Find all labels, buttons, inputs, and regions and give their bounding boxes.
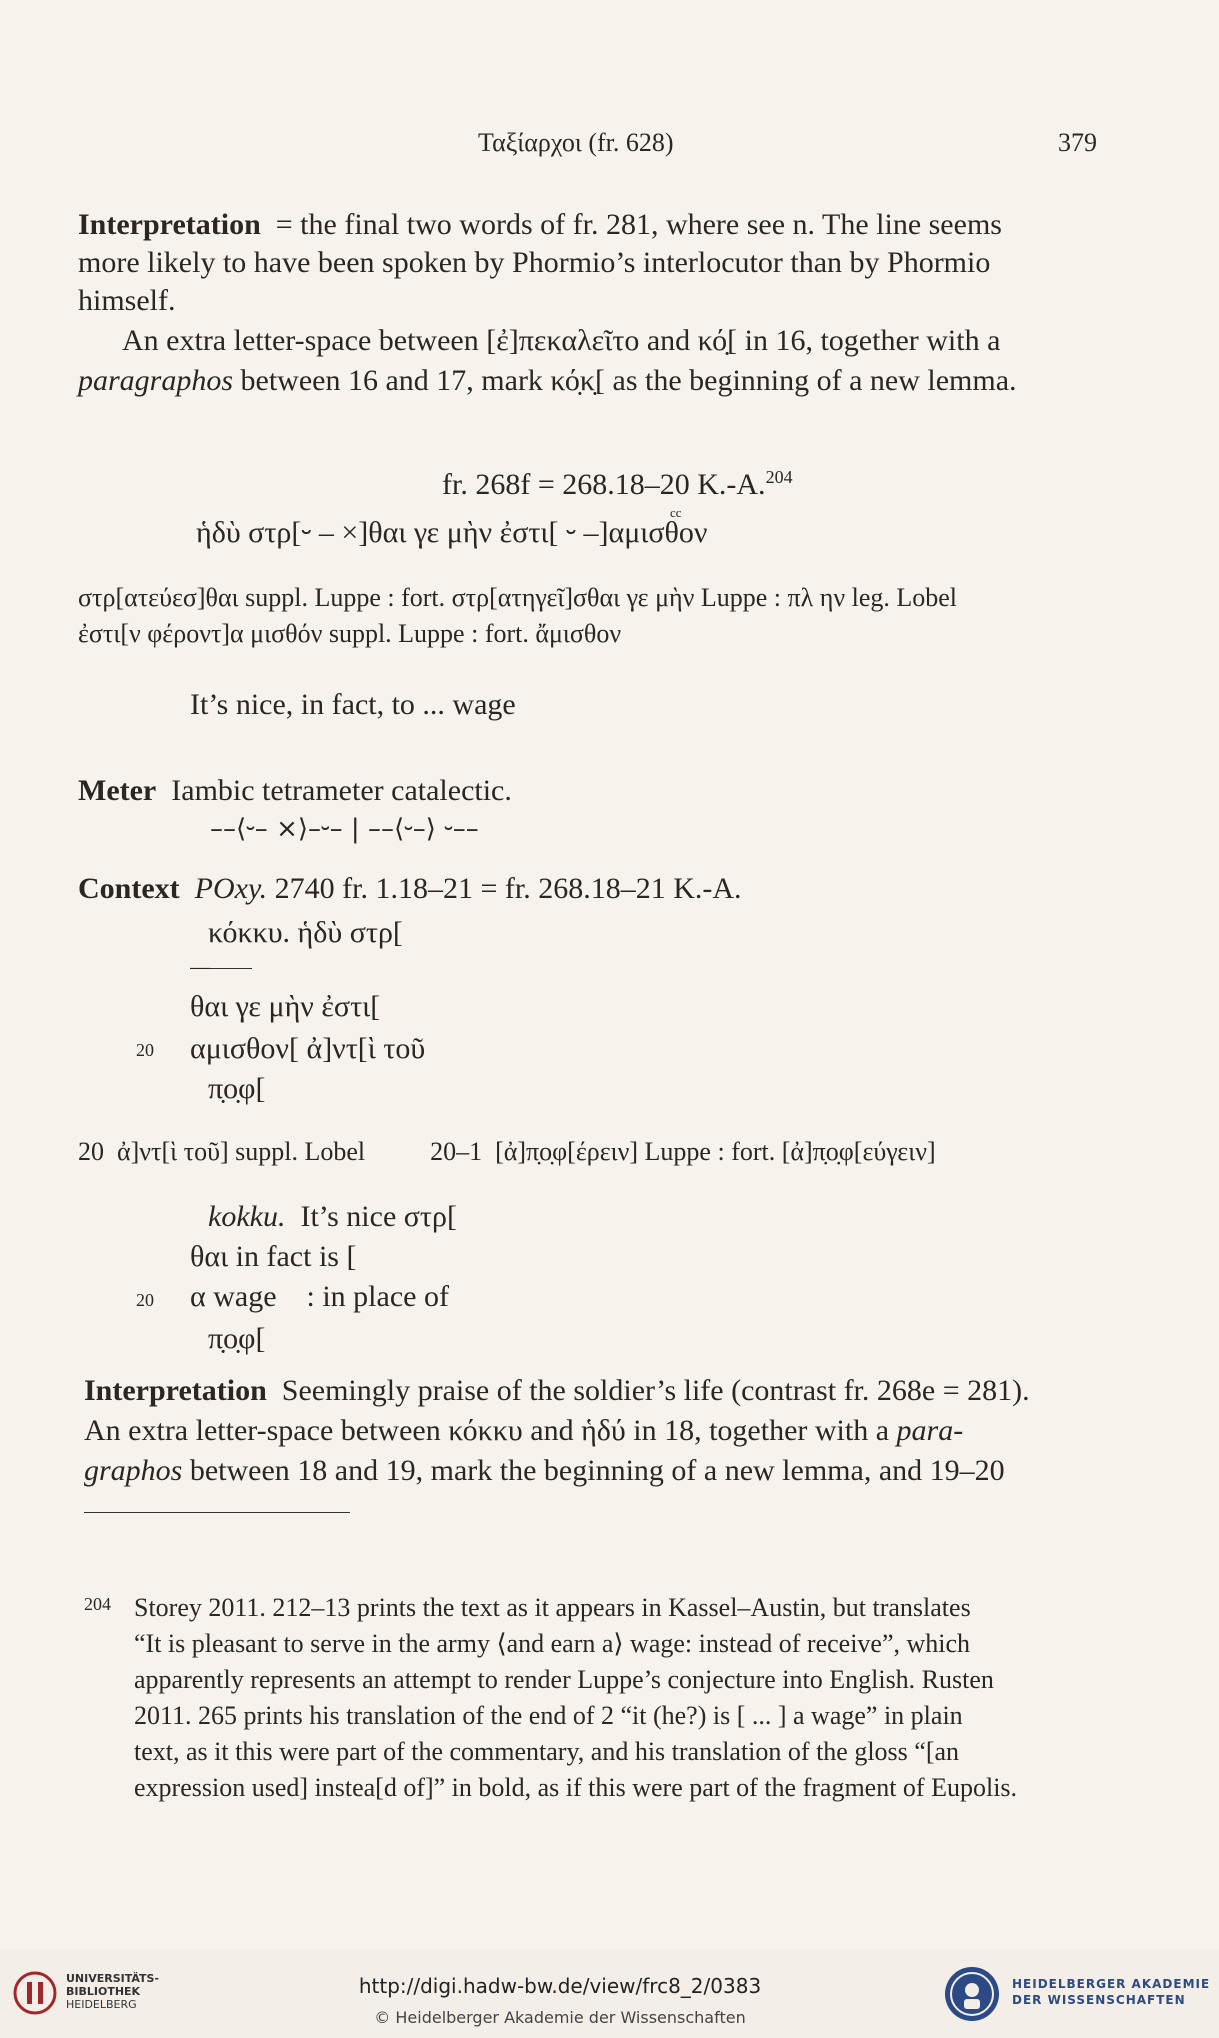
translation-italic: kokku. (208, 1200, 286, 1233)
text-span: between 16 and 17, mark κό̣κ̣[ as the beginning of a new lemma. (233, 364, 1017, 397)
meter-section (78, 774, 512, 808)
text-line (84, 1414, 963, 1448)
footnote-line: apparently represents an attempt to render Luppe’s conjecture into English. Rusten (134, 1665, 994, 1694)
footnote-number: 204 (84, 1594, 111, 1614)
papyrus-line: κόκκυ. ἡδὺ στρ[ (208, 916, 403, 949)
context-apparatus: 20 ἀ]ντ[ὶ τοῦ] suppl. Lobel 20–1 [ἀ]π̣ο̣φ[έρειν] Luppe : fort. [ἀ]π̣ο̣φ[εύγειν] (78, 1137, 936, 1166)
interpretation-heading: Interpretation (84, 1374, 267, 1407)
translation-text: It’s nice στρ[ (300, 1200, 457, 1233)
academy-name-line: DER WISSENSCHAFTEN (1012, 1993, 1186, 2007)
apparatus-line: ἐστι[ν φέροντ]α μισθόν suppl. Luppe : fort. ἄμισθον (78, 619, 622, 648)
text-line (84, 1454, 1005, 1488)
text-line: more likely to have been spoken by Phormio’s interlocutor than by Phormio (78, 246, 991, 279)
academy-name (1012, 1976, 1210, 2008)
meter-text: Iambic tetrameter catalectic. (171, 774, 512, 807)
text-span: An extra letter-space between κόκκυ and ἡδύ in 18, together with a (84, 1414, 897, 1447)
interpretation-paragraph-1 (78, 208, 1002, 242)
library-name-line: HEIDELBERG (66, 1998, 137, 2011)
library-logo-icon (12, 1970, 58, 2016)
line-number: 20 (136, 1040, 154, 1060)
page-number: 379 (1058, 128, 1097, 157)
copyright: © Heidelberger Akademie der Wissenschaften (374, 2008, 746, 2027)
text-span: Seemingly praise of the soldier’s life (contrast fr. 268e = 281). (281, 1374, 1030, 1407)
interpretation-paragraph-2 (84, 1374, 1030, 1408)
context-translation-line: α wage : in place of (190, 1280, 449, 1313)
text-line: = the final two words of fr. 281, where see n. The line seems (275, 208, 1002, 241)
footnote-line: text, as it this were part of the commentary, and his translation of the gloss “[an (134, 1737, 960, 1766)
text-line: himself. (78, 284, 176, 317)
footnote-line: “It is pleasant to serve in the army ⟨and earn a⟩ wage: instead of receive”, which (134, 1629, 971, 1658)
text-italic: para- (896, 1414, 964, 1447)
text-span: between 18 and 19, mark the beginning of a new lemma, and 19–20 (182, 1454, 1005, 1487)
papyrus-line: αμισθον[ ἀ]ντ[ὶ τοῦ (190, 1032, 426, 1065)
fragment-translation: It’s nice, in fact, to ... wage (190, 688, 516, 721)
context-translation-line: θαι in fact is [ (190, 1240, 357, 1273)
academy-logo (942, 1964, 1002, 2024)
library-name-line: BIBLIOTHEK (66, 1985, 141, 1998)
footnote-rule (84, 1512, 350, 1513)
papyrus-line: θαι γε μὴν ἐστι[ (190, 990, 381, 1023)
academy-seal-icon (942, 1964, 1002, 2024)
text-line (78, 364, 1017, 398)
running-title: Ταξίαρχοι (fr. 628) (478, 128, 674, 157)
text-line: An extra letter-space between [ἐ]πεκαλεῖτο and κό̣[ in 16, together with a (122, 324, 1001, 357)
context-heading: Context (78, 872, 180, 905)
papyrus-line: π̣ο̣φ[ (208, 1072, 266, 1105)
source-rest: 2740 fr. 1.18–21 = fr. 268.18–21 K.-A. (274, 872, 742, 905)
interpretation-heading: Interpretation (78, 208, 261, 241)
fragment-heading-text: fr. 268f = 268.18–20 K.-A. (442, 468, 766, 501)
context-translation-line (208, 1200, 457, 1234)
greek-fragment-line: ἡδὺ στρ[⏑ – ×]θαι γε μὴν ἐστι[ ⏑ –]αμισθον (196, 516, 708, 549)
footnote-ref: 204 (765, 467, 793, 487)
text-italic: graphos (84, 1454, 183, 1487)
library-name-line: UNIVERSITÄTS- (66, 1972, 160, 1985)
paragraphos-symbol: ⸏ (190, 949, 210, 971)
academy-name-line: HEIDELBERGER AKADEMIE (1012, 1977, 1211, 1991)
source-italic: POxy. (194, 872, 268, 905)
context-section (78, 872, 742, 906)
fragment-heading (442, 460, 793, 502)
apparatus-line: στρ[ατεύεσ]θαι suppl. Luppe : fort. στρ[ατηγεῖ]σθαι γε μὴν Luppe : πλ ην leg. Lobel (78, 583, 958, 612)
university-library-logo (12, 1970, 58, 2016)
paragraphos-term: paragraphos (78, 364, 234, 397)
viewer-footer (0, 1950, 1219, 2038)
source-url[interactable]: http://digi.hadw-bw.de/view/frc8_2/0383 (358, 1974, 762, 1998)
meter-heading: Meter (78, 774, 157, 807)
footnote-line: expression used] instea[d of]” in bold, as if this were part of the fragment of Eupolis. (134, 1773, 1018, 1802)
context-translation-line: π̣ο̣φ[ (208, 1322, 266, 1355)
meter-scheme: ––⟨⏑– ×⟩–⏑– | ––⟨⏑–⟩ ⏑–– (210, 814, 479, 844)
line-number: 20 (136, 1290, 154, 1310)
greek-cc-mark: cc (670, 505, 682, 520)
footnote-line: 2011. 265 prints his translation of the end of 2 “it (he?) is [ ... ] a wage” in plain (134, 1701, 963, 1730)
library-name (66, 1972, 159, 2011)
footnote-line: Storey 2011. 212–13 prints the text as it appears in Kassel–Austin, but translates (134, 1593, 971, 1622)
